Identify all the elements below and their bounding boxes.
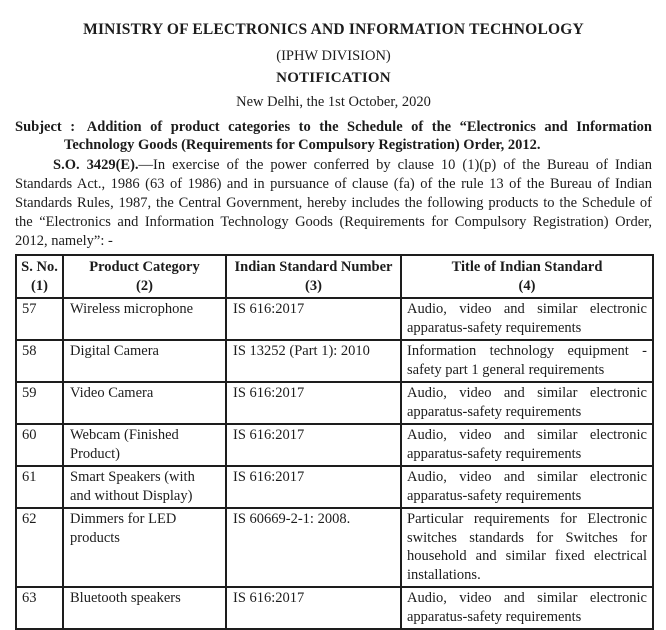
table-row (16, 587, 653, 629)
table-row (16, 424, 653, 466)
column-header-title-label: Title of Indian Standard (451, 259, 603, 275)
column-header-standard-num: (3) (305, 277, 322, 294)
sno-cell: 61 (16, 466, 63, 508)
category-cell: Bluetooth speakers (63, 587, 226, 629)
standards-table-body (16, 298, 653, 629)
standard-title-cell: Information technology equipment - safety part 1 general requirements (401, 340, 653, 382)
table-row (16, 466, 653, 508)
ministry-title: MINISTRY OF ELECTRONICS AND INFORMATION TECHNOLOGY (83, 21, 584, 38)
sno-cell: 63 (16, 587, 63, 629)
standard-number-cell: IS 13252 (Part 1): 2010 (226, 340, 401, 382)
standard-number-cell: IS 60669-2-1: 2008. (226, 508, 401, 587)
column-header-sno (16, 255, 63, 298)
column-header-standard (226, 255, 401, 298)
standard-number-cell: IS 616:2017 (226, 466, 401, 508)
column-header-category-num: (2) (136, 277, 153, 294)
standard-number-cell: IS 616:2017 (226, 587, 401, 629)
table-row (16, 340, 653, 382)
table-row (16, 382, 653, 424)
table-row (16, 298, 653, 340)
body-paragraph (15, 156, 652, 251)
column-header-sno-label: S. No. (21, 259, 58, 275)
sno-cell: 62 (16, 508, 63, 587)
category-cell: Wireless microphone (63, 298, 226, 340)
subject-line (15, 119, 652, 154)
column-header-title (401, 255, 653, 298)
sno-cell: 59 (16, 382, 63, 424)
column-header-standard-label: Indian Standard Number (234, 259, 393, 275)
standard-number-cell: IS 616:2017 (226, 298, 401, 340)
dateline: New Delhi, the 1st October, 2020 (236, 94, 431, 110)
standard-number-cell: IS 616:2017 (226, 382, 401, 424)
standard-title-cell: Audio, video and similar electronic apparatus-safety requirements (401, 466, 653, 508)
body-text: —In exercise of the power conferred by clause 10 (1)(p) of the Bureau of Indian Standards Act., 1986 (63 of 1986) and in pursuance of clause (fa) of the rule 13 of the Bureau of Indian Standards Rules, 1987, the Central Government, hereby includes the following products to the Schedule of the “Electronics and Information Technology Goods (Requirements for Compulsory Registration) Order, 2012, namely”: - (15, 157, 652, 249)
standard-number-cell: IS 616:2017 (226, 424, 401, 466)
category-cell: Digital Camera (63, 340, 226, 382)
so-number: S.O. 3429(E). (53, 157, 139, 173)
category-cell: Dimmers for LED products (63, 508, 226, 587)
subject-label: Subject : (15, 119, 76, 135)
notification-heading: NOTIFICATION (276, 70, 391, 86)
category-cell: Video Camera (63, 382, 226, 424)
subject-text: Addition of product categories to the Schedule of the “Electronics and Information Technology Goods (Requirements for Compulsory Registration) Order, 2012. (64, 119, 652, 153)
standard-title-cell: Audio, video and similar electronic apparatus-safety requirements (401, 587, 653, 629)
column-header-title-num: (4) (518, 277, 536, 294)
category-cell: Smart Speakers (with and without Display) (63, 466, 226, 508)
division-subtitle: (IPHW DIVISION) (276, 48, 391, 64)
standard-title-cell: Particular requirements for Electronic switches standards for Switches for household and similar fixed electrical installations. (401, 508, 653, 587)
standard-title-cell: Audio, video and similar electronic apparatus-safety requirements (401, 298, 653, 340)
standard-title-cell: Audio, video and similar electronic apparatus-safety requirements (401, 424, 653, 466)
sno-cell: 57 (16, 298, 63, 340)
standard-title-cell: Audio, video and similar electronic apparatus-safety requirements (401, 382, 653, 424)
table-row (16, 508, 653, 587)
column-header-category (63, 255, 226, 298)
column-header-sno-num: (1) (31, 277, 48, 294)
standards-table (15, 254, 654, 630)
column-header-category-label: Product Category (89, 259, 200, 275)
sno-cell: 60 (16, 424, 63, 466)
sno-cell: 58 (16, 340, 63, 382)
table-header-row (16, 255, 653, 298)
category-cell: Webcam (Finished Product) (63, 424, 226, 466)
